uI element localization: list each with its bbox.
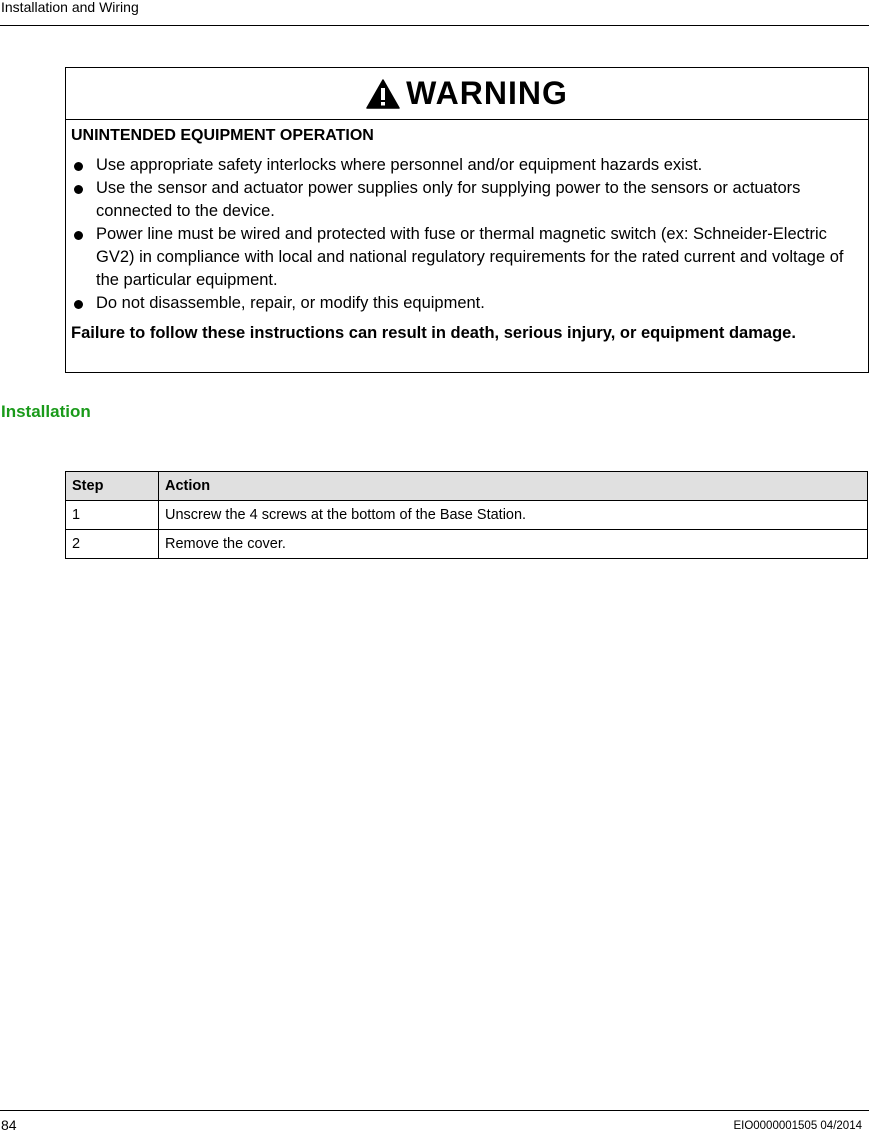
list-item <box>71 292 864 315</box>
bullet-icon <box>74 300 83 309</box>
column-header-action: Action <box>159 472 868 501</box>
column-header-step: Step <box>66 472 159 501</box>
list-item-text: Use appropriate safety interlocks where personnel and/or equipment hazards exist. <box>96 156 703 174</box>
footer-rule <box>0 1110 869 1111</box>
step-cell: 2 <box>66 530 159 559</box>
bullet-icon <box>74 231 83 240</box>
warning-heading <box>66 68 868 120</box>
list-item-text: Use the sensor and actuator power supplies only for supplying power to the sensors or actuators connected to the device. <box>96 179 801 220</box>
page-header <box>0 0 869 26</box>
bullet-icon <box>74 185 83 194</box>
action-cell: Remove the cover. <box>159 530 868 559</box>
warning-triangle-icon <box>366 79 400 109</box>
steps-table <box>65 471 868 559</box>
document-reference: EIO0000001505 04/2014 <box>733 1120 862 1132</box>
list-item <box>71 177 864 223</box>
list-item-text: Do not disassemble, repair, or modify this equipment. <box>96 294 485 312</box>
action-cell: Unscrew the 4 screws at the bottom of the Base Station. <box>159 501 868 530</box>
warning-consequence: Failure to follow these instructions can result in death, serious injury, or equipment damage. <box>71 324 796 342</box>
warning-list <box>71 154 864 315</box>
step-cell: 1 <box>66 501 159 530</box>
list-item <box>71 154 864 177</box>
table-row <box>66 501 868 530</box>
warning-body <box>66 120 868 345</box>
header-title: Installation and Wiring <box>1 0 139 15</box>
hazard-title: UNINTENDED EQUIPMENT OPERATION <box>71 127 374 144</box>
page-number: 84 <box>1 1117 17 1133</box>
section-title: Installation <box>1 402 91 421</box>
warning-title: WARNING <box>406 75 568 111</box>
table-row <box>66 530 868 559</box>
list-item-text: Power line must be wired and protected with fuse or thermal magnetic switch (ex: Schneider-Electric GV2) in compliance with local and national regulatory requirements for the rated current and voltage of the particular equipment. <box>96 225 844 289</box>
list-item <box>71 223 864 292</box>
bullet-icon <box>74 162 83 171</box>
warning-box <box>65 67 869 373</box>
table-header-row <box>66 472 868 501</box>
